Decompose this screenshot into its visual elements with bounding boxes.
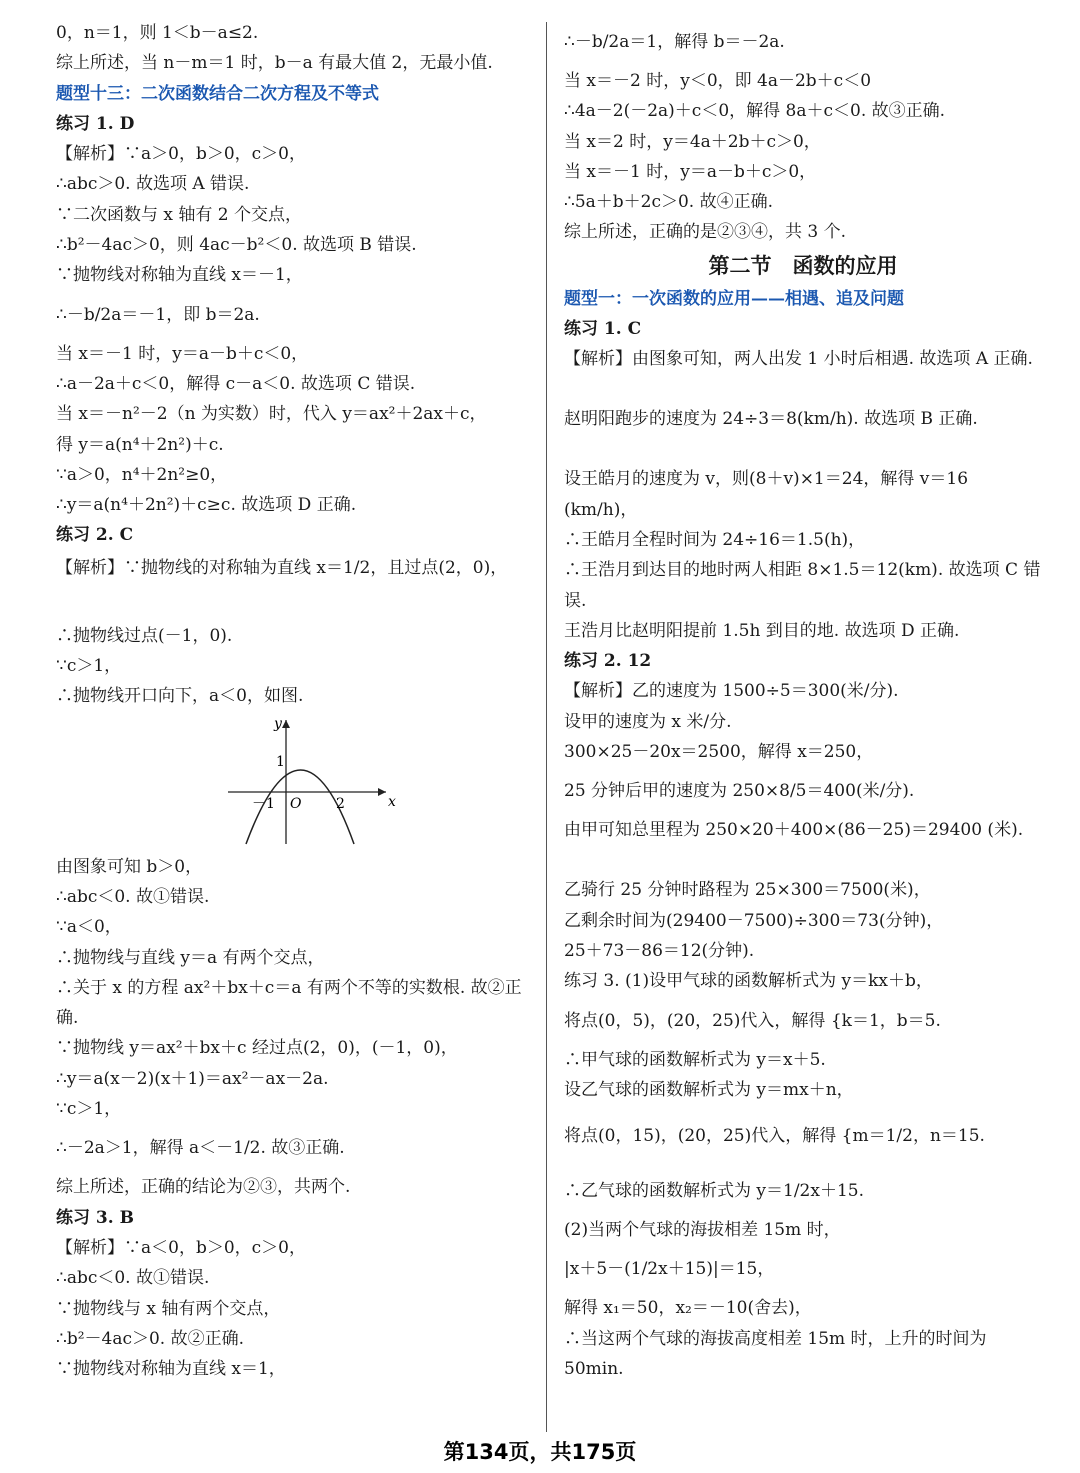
text-line: 王浩月比赵明阳提前 1.5h 到目的地. 故选项 D 正确.: [564, 620, 960, 641]
text-line: 25 分钟后甲的速度为 250×8/5＝400(米/分).: [564, 781, 915, 802]
tick-label-neg1: －1: [252, 795, 275, 812]
text-line: ∴抛物线过点(－1，0).: [56, 625, 233, 646]
exercise-label: 练习 3. (1)设甲气球的函数解析式为 y＝kx＋b，: [564, 971, 933, 992]
text-line: ∵c＞1，: [56, 656, 122, 677]
text-line: 25＋73－86＝12(分钟).: [564, 940, 755, 961]
text-line: 由甲可知总里程为 250×20＋400×(86－25)＝29400 (米).: [564, 820, 1024, 841]
text-line: 乙骑行 25 分钟时路程为 25×300＝7500(米)，: [564, 880, 931, 901]
text-line: ∵a＜0，: [56, 917, 122, 938]
text-line: ∴－b/2a＝－1，即 b＝2a.: [56, 304, 260, 325]
text-line: ∴abc＜0. 故①错误.: [56, 886, 210, 907]
text-line: 【解析】由图象可知，两人出发 1 小时后相遇. 故选项 A 正确.: [564, 349, 1033, 370]
text-line: ∴－2a＞1，解得 a＜－1/2. 故③正确.: [56, 1138, 345, 1159]
text-line: ∴－b/2a＝1，解得 b＝－2a.: [564, 32, 785, 52]
tick-label-2: 2: [336, 795, 345, 812]
text-line: ∵二次函数与 x 轴有 2 个交点，: [56, 204, 303, 225]
text-line: 当 x＝－1 时，y＝a－b＋c＞0，: [564, 161, 817, 182]
question-type-heading: 题型一：一次函数的应用——相遇、追及问题: [564, 288, 904, 309]
text-line: 综上所述，正确的结论为②③，共两个.: [56, 1177, 351, 1198]
page-footer: 第134页，共175页: [443, 1440, 637, 1464]
text-line: ∴乙气球的函数解析式为 y＝1/2x＋15.: [564, 1181, 864, 1202]
y-axis-arrow: [282, 720, 290, 728]
text-line: ∴b²－4ac＞0. 故②正确.: [56, 1328, 245, 1349]
text-line: 赵明阳跑步的速度为 24÷3＝8(km/h). 故选项 B 正确.: [564, 409, 978, 430]
text-line: ∴甲气球的函数解析式为 y＝x＋5.: [564, 1049, 826, 1070]
section-title: 第二节 函数的应用: [708, 253, 898, 278]
text-line: ∴4a－2(－2a)＋c＜0，解得 8a＋c＜0. 故③正确.: [564, 101, 946, 122]
exercise-label: 练习 2. C: [56, 525, 134, 546]
text-line: 【解析】∵抛物线的对称轴为直线 x＝1/2，且过点(2，0)，: [56, 557, 508, 578]
text-line: 得 y＝a(n⁴＋2n²)＋c.: [56, 434, 224, 455]
text-line: 解得 x₁＝50，x₂＝－10(舍去)，: [564, 1298, 812, 1319]
text-line: 当 x＝－1 时，y＝a－b＋c＜0，: [56, 343, 309, 364]
question-type-heading: 题型十三：二次函数结合二次方程及不等式: [56, 83, 379, 104]
y-axis-label: y: [274, 715, 282, 732]
text-line: ∵c＞1，: [56, 1099, 122, 1120]
text-line: 当 x＝－2 时，y＜0，即 4a－2b＋c＜0: [564, 71, 872, 91]
text-line: ∴y＝a(n⁴＋2n²)＋c≥c. 故选项 D 正确.: [56, 495, 357, 516]
text-line: 设王皓月的速度为 v，则(8＋v)×1＝24，解得 v＝16 (km/h)，: [564, 469, 969, 520]
exercise-label: 练习 1. D: [56, 113, 135, 134]
exercise-label: 练习 3. B: [56, 1207, 134, 1228]
text-line: ∴抛物线与直线 y＝a 有两个交点，: [56, 947, 325, 968]
text-line: ∴a－2a＋c＜0，解得 c－a＜0. 故选项 C 错误.: [56, 373, 416, 394]
text-line: 【解析】∵a＞0，b＞0，c＞0，: [56, 144, 306, 165]
tick-label-y1: 1: [276, 753, 285, 770]
text-line: ∴abc＜0. 故①错误.: [56, 1268, 210, 1289]
text-line: 综上所述，正确的是②③④，共 3 个.: [564, 222, 847, 243]
text-line: ∵抛物线 y＝ax²＋bx＋c 经过点(2，0)，(－1，0)，: [56, 1038, 458, 1059]
text-line: 将点(0，15)，(20，25)代入，解得 {m＝1/2，n＝15.: [564, 1126, 985, 1147]
text-line: ∴abc＞0. 故选项 A 错误.: [56, 174, 250, 195]
text-line: ∵a＞0，n⁴＋2n²≥0，: [56, 464, 228, 485]
text-line: ∴抛物线开口向下，a＜0，如图.: [56, 686, 304, 707]
text-line: 当 x＝－n²－2（n 为实数）时，代入 y＝ax²＋2ax＋c，: [56, 404, 487, 425]
text-line: ∴关于 x 的方程 ax²＋bx＋c＝a 有两个不等的实数根. 故②正确.: [56, 977, 522, 1029]
parabola-figure: [226, 716, 396, 846]
x-axis-label: x: [388, 793, 396, 810]
column-divider: [546, 22, 547, 1432]
text-line: 当 x＝2 时，y＝4a＋2b＋c＞0，: [564, 131, 821, 152]
text-line: 300×25－20x＝2500，解得 x＝250，: [564, 742, 874, 763]
text-line: (2)当两个气球的海拔相差 15m 时，: [564, 1220, 841, 1241]
text-line: ∴王皓月全程时间为 24÷16＝1.5(h)，: [564, 529, 866, 550]
text-line: ∴5a＋b＋2c＞0. 故④正确.: [564, 192, 774, 213]
parabola-graph: [56, 712, 534, 852]
right-column: [564, 18, 1042, 1384]
text-line: |x＋5－(1/2x＋15)|＝15，: [564, 1259, 775, 1280]
text-line: ∵抛物线与 x 轴有两个交点，: [56, 1298, 281, 1319]
text-line: 乙剩余时间为(29400－7500)÷300＝73(分钟)，: [564, 910, 944, 931]
text-line: ∴y＝a(x－2)(x＋1)＝ax²－ax－2a.: [56, 1068, 329, 1089]
text-line: ∴王浩月到达目的地时两人相距 8×1.5＝12(km). 故选项 C 错误.: [564, 560, 1041, 611]
text-line: 0，n＝1，则 1＜b－a≤2.: [56, 23, 259, 43]
text-line: 综上所述，当 n－m＝1 时，b－a 有最大值 2，无最小值.: [56, 53, 493, 74]
text-line: ∴当这两个气球的海拔高度相差 15m 时，上升的时间为 50min.: [564, 1328, 987, 1380]
x-axis-arrow: [378, 788, 386, 796]
text-line: 由图象可知 b＞0，: [56, 856, 203, 877]
exercise-label: 练习 1. C: [564, 319, 642, 340]
text-line: 设乙气球的函数解析式为 y＝mx＋n，: [564, 1079, 854, 1100]
exercise-label: 练习 2. 12: [564, 651, 652, 672]
text-line: 【解析】∵a＜0，b＞0，c＞0，: [56, 1237, 306, 1258]
origin-label: O: [290, 795, 302, 812]
text-line: 设甲的速度为 x 米/分.: [564, 711, 732, 732]
left-column: [56, 18, 534, 1384]
text-line: 【解析】乙的速度为 1500÷5＝300(米/分).: [564, 681, 899, 702]
text-line: ∵抛物线对称轴为直线 x＝－1，: [56, 265, 303, 286]
text-line: 将点(0，5)，(20，25)代入，解得 {k＝1，b＝5.: [564, 1010, 941, 1031]
text-line: ∵抛物线对称轴为直线 x＝1，: [56, 1359, 286, 1380]
text-line: ∴b²－4ac＞0，则 4ac－b²＜0. 故选项 B 错误.: [56, 235, 417, 256]
